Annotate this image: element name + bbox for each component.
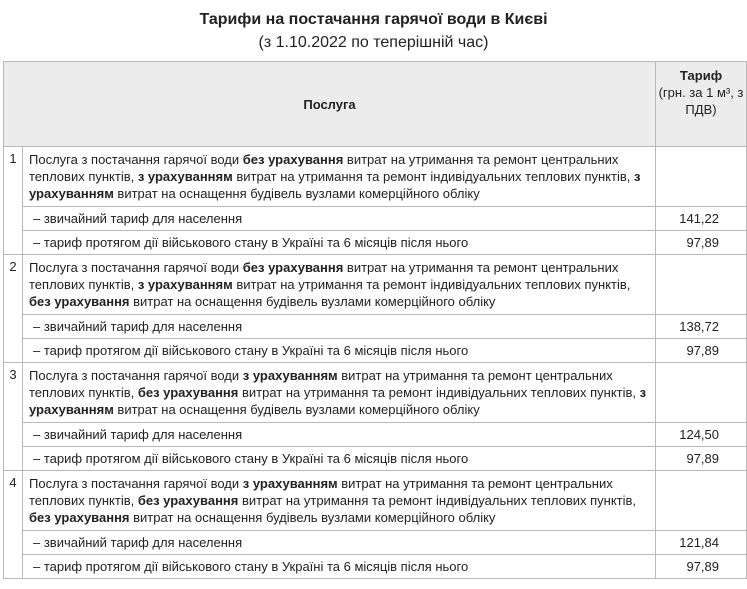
desc-text: Послуга з постачання гарячої води [29, 260, 243, 275]
table-row [4, 315, 747, 339]
regular-tariff-label: – звичайний тариф для населення [23, 423, 656, 447]
row-number: 2 [4, 255, 23, 363]
desc-bold: без урахування [137, 493, 239, 508]
row-number: 4 [4, 471, 23, 579]
table-row [4, 147, 747, 207]
martial-law-tariff-label: – тариф протягом дії військового стану в Україні та 6 місяців після нього [23, 447, 656, 471]
desc-text: витрат на оснащення будівель вузлами комерційного обліку [129, 294, 496, 309]
desc-text: витрат на утримання та ремонт центральних теплових пунктів, [29, 476, 613, 508]
desc-text: витрат на утримання та ремонт центральних теплових пунктів, [29, 152, 619, 184]
tariff-table [3, 61, 747, 579]
table-row [4, 423, 747, 447]
regular-tariff-label: – звичайний тариф для населення [23, 531, 656, 555]
regular-tariff-value: 121,84 [656, 531, 747, 555]
tariff-empty-cell [656, 255, 747, 315]
desc-text: витрат на утримання та ремонт індивідуальних теплових пунктів, [238, 385, 640, 400]
desc-bold: без урахування [242, 152, 344, 167]
desc-bold: з урахуванням [242, 476, 338, 491]
martial-law-tariff-value: 97,89 [656, 231, 747, 255]
desc-text: витрат на оснащення будівель вузлами комерційного обліку [113, 186, 480, 201]
desc-text: витрат на утримання та ремонт індивідуальних теплових пунктів, [232, 169, 635, 184]
service-description [23, 471, 656, 531]
desc-text: витрат на утримання та ремонт центральних теплових пунктів, [29, 260, 619, 292]
table-row [4, 255, 747, 315]
service-description [23, 147, 656, 207]
row-number: 1 [4, 147, 23, 255]
header-tariff-unit: (грн. за 1 м³, з ПДВ) [658, 85, 744, 117]
desc-text: витрат на утримання та ремонт індивідуальних теплових пунктів, [238, 493, 637, 508]
martial-law-tariff-label: – тариф протягом дії військового стану в Україні та 6 місяців після нього [23, 339, 656, 363]
martial-law-tariff-value: 97,89 [656, 447, 747, 471]
table-row [4, 207, 747, 231]
row-number: 3 [4, 363, 23, 471]
table-row [4, 363, 747, 423]
table-row [4, 555, 747, 579]
regular-tariff-value: 141,22 [656, 207, 747, 231]
regular-tariff-value: 124,50 [656, 423, 747, 447]
desc-text: витрат на утримання та ремонт індивідуальних теплових пунктів, [232, 277, 631, 292]
tariff-empty-cell [656, 471, 747, 531]
desc-bold: з урахуванням [29, 385, 647, 417]
desc-text: Послуга з постачання гарячої води [29, 368, 243, 383]
table-header-row [4, 62, 747, 147]
header-tariff [656, 62, 747, 147]
page-subtitle: (з 1.10.2022 по теперішній час) [258, 34, 489, 51]
page-title: Тарифи на постачання гарячої води в Києві [199, 11, 548, 28]
table-row [4, 531, 747, 555]
martial-law-tariff-label: – тариф протягом дії військового стану в Україні та 6 місяців після нього [23, 555, 656, 579]
table-row [4, 447, 747, 471]
regular-tariff-label: – звичайний тариф для населення [23, 315, 656, 339]
desc-bold: з урахуванням [242, 368, 338, 383]
header-service: Послуга [4, 62, 656, 147]
desc-text: Послуга з постачання гарячої води [29, 476, 243, 491]
service-description [23, 255, 656, 315]
regular-tariff-value: 138,72 [656, 315, 747, 339]
martial-law-tariff-value: 97,89 [656, 339, 747, 363]
table-row [4, 339, 747, 363]
tariff-empty-cell [656, 147, 747, 207]
desc-text: витрат на оснащення будівель вузлами комерційного обліку [129, 510, 496, 525]
table-row [4, 231, 747, 255]
header-tariff-label: Тариф [679, 68, 723, 83]
regular-tariff-label: – звичайний тариф для населення [23, 207, 656, 231]
desc-bold: без урахування [137, 385, 239, 400]
desc-bold: з урахуванням [29, 169, 641, 201]
desc-bold: без урахування [29, 510, 130, 525]
table-row [4, 471, 747, 531]
desc-text: Послуга з постачання гарячої води [29, 152, 243, 167]
desc-text: витрат на оснащення будівель вузлами комерційного обліку [113, 402, 480, 417]
desc-bold: без урахування [29, 294, 130, 309]
desc-bold: з урахуванням [137, 277, 233, 292]
martial-law-tariff-label: – тариф протягом дії військового стану в Україні та 6 місяців після нього [23, 231, 656, 255]
desc-bold: без урахування [242, 260, 344, 275]
martial-law-tariff-value: 97,89 [656, 555, 747, 579]
service-description [23, 363, 656, 423]
desc-bold: з урахуванням [137, 169, 233, 184]
tariff-empty-cell [656, 363, 747, 423]
desc-text: витрат на утримання та ремонт центральних теплових пунктів, [29, 368, 613, 400]
